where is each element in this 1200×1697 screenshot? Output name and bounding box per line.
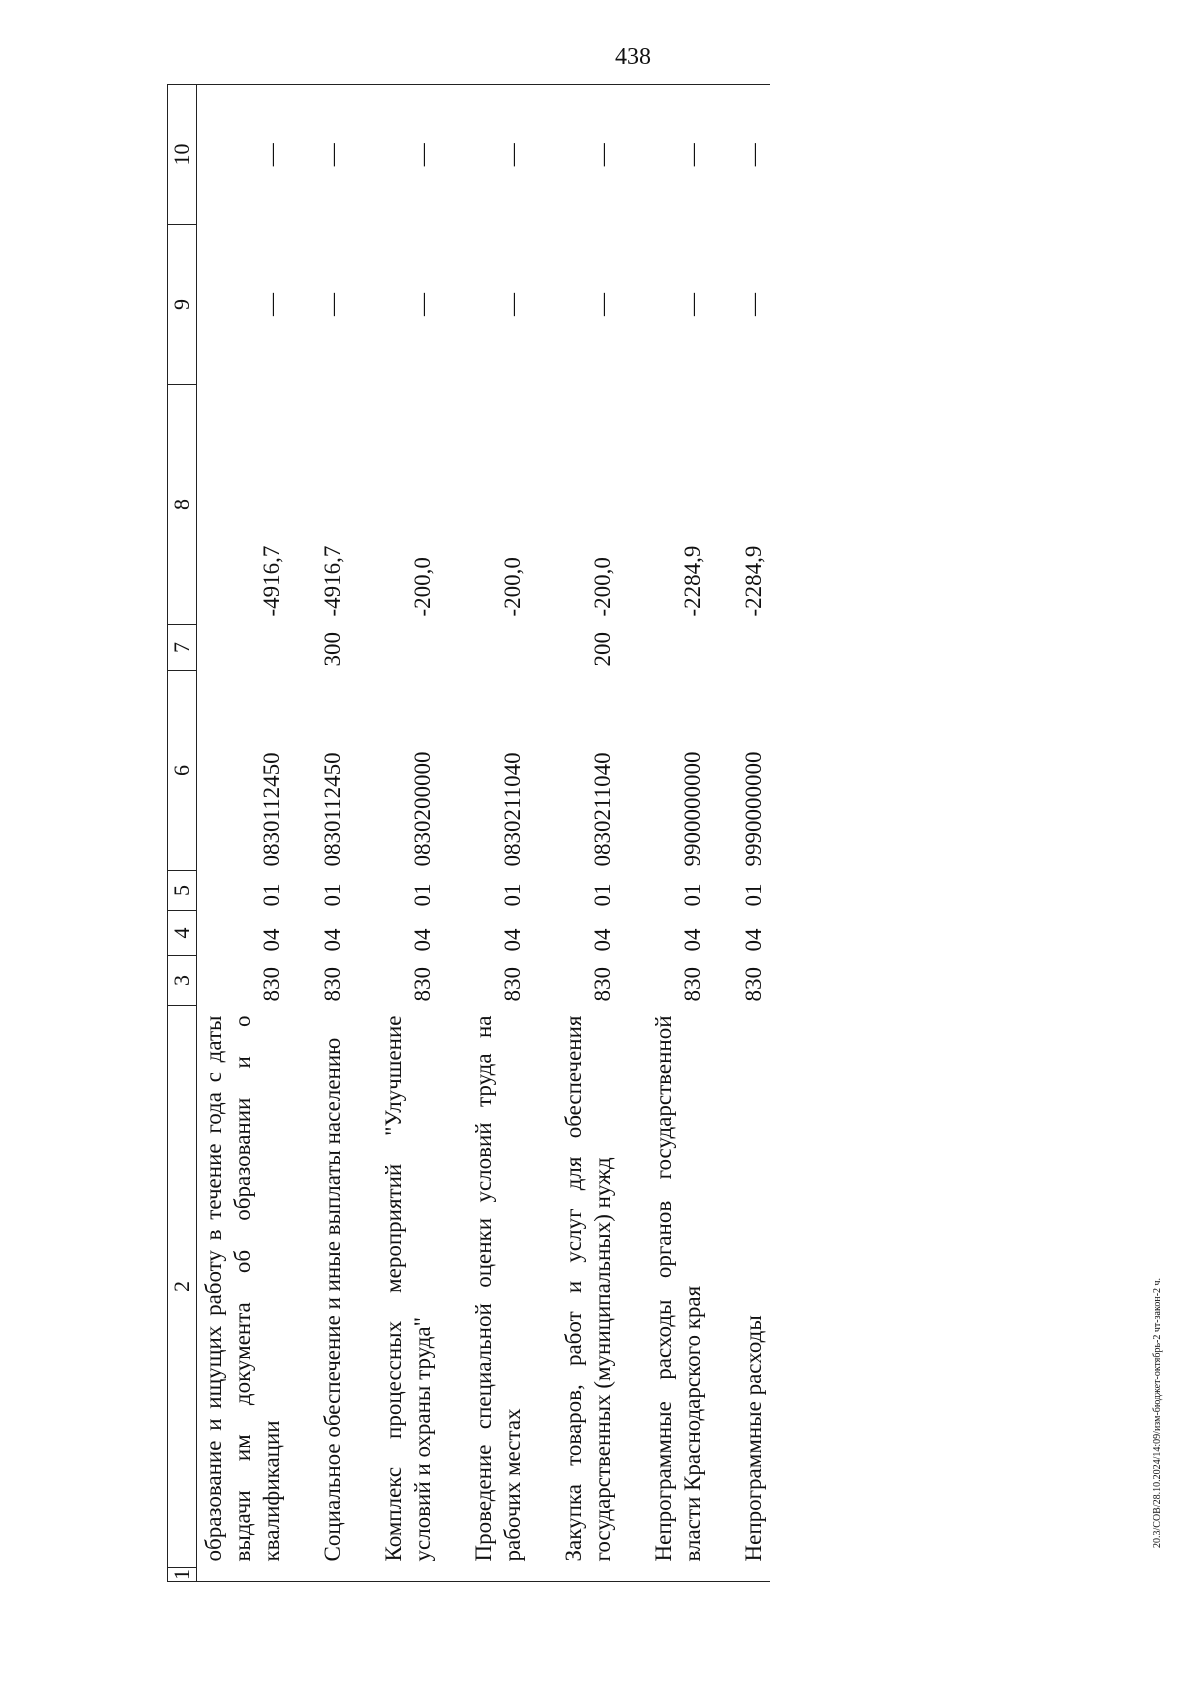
table-header-row bbox=[168, 85, 197, 1582]
row-col-5: 01 bbox=[410, 883, 435, 907]
spacer-cell bbox=[288, 85, 316, 225]
row-spacer bbox=[529, 85, 557, 1582]
row-col-7 bbox=[737, 625, 770, 671]
row-col-1-empty bbox=[377, 1568, 439, 1582]
table-row bbox=[197, 85, 289, 1582]
spacer-cell bbox=[709, 671, 737, 871]
spacer-cell bbox=[709, 385, 737, 625]
row-col-4: 04 bbox=[410, 928, 435, 952]
spacer-cell bbox=[619, 385, 647, 625]
dash-mark: — bbox=[590, 293, 615, 316]
spacer-cell bbox=[529, 385, 557, 625]
dash-mark: — bbox=[320, 293, 345, 316]
spacer-cell bbox=[529, 911, 557, 956]
row-col-7: 300 bbox=[320, 632, 345, 667]
spacer-cell bbox=[349, 911, 377, 956]
row-col-3: 830 bbox=[320, 967, 345, 1002]
dash-mark: — bbox=[500, 293, 525, 316]
row-col-3: 830 bbox=[680, 967, 705, 1002]
spacer-cell bbox=[619, 1006, 647, 1568]
row-col-7: 200 bbox=[590, 632, 615, 667]
spacer-cell bbox=[349, 625, 377, 671]
spacer-cell bbox=[529, 1006, 557, 1568]
table-body bbox=[197, 85, 771, 1582]
header-col-5: 5 bbox=[168, 871, 197, 911]
dash-mark: — bbox=[680, 293, 705, 316]
table-row bbox=[557, 85, 619, 1582]
spacer-cell bbox=[709, 1006, 737, 1568]
row-name: Социальное обеспечение и иные выплаты населению bbox=[320, 1037, 345, 1562]
row-col-9 bbox=[557, 225, 619, 385]
spacer-cell bbox=[619, 911, 647, 956]
row-col-8: -4916,7 bbox=[320, 545, 345, 617]
spacer-cell bbox=[439, 871, 467, 911]
spacer-cell bbox=[349, 671, 377, 871]
row-col-6: 0830112450 bbox=[320, 752, 345, 867]
row-col-10 bbox=[316, 85, 349, 225]
spacer-cell bbox=[709, 911, 737, 956]
row-col-10 bbox=[557, 85, 619, 225]
spacer-cell bbox=[619, 1568, 647, 1582]
spacer-cell bbox=[439, 385, 467, 625]
row-col-9 bbox=[316, 225, 349, 385]
row-name: Комплекс процессных мероприятий "Улучшение условий и охраны труда" bbox=[381, 1015, 435, 1562]
spacer-cell bbox=[619, 625, 647, 671]
dash-mark: — bbox=[680, 143, 705, 167]
spacer-cell bbox=[439, 225, 467, 385]
row-col-6: 0830211040 bbox=[500, 752, 525, 867]
spacer-cell bbox=[288, 1568, 316, 1582]
spacer-cell bbox=[709, 871, 737, 911]
row-col-7 bbox=[377, 625, 439, 671]
header-col-8: 8 bbox=[168, 385, 197, 625]
spacer-cell bbox=[439, 625, 467, 671]
row-col-8: -200,0 bbox=[500, 557, 525, 617]
spacer-cell bbox=[349, 871, 377, 911]
spacer-cell bbox=[349, 1006, 377, 1568]
row-col-10 bbox=[377, 85, 439, 225]
header-col-1: 1 bbox=[168, 1568, 197, 1582]
row-col-5: 01 bbox=[590, 883, 615, 907]
spacer-cell bbox=[709, 956, 737, 1006]
row-name: Закупка товаров, работ и услуг для обеспечения государственных (муниципальных) нужд bbox=[561, 1015, 615, 1562]
spacer-cell bbox=[529, 1568, 557, 1582]
row-col-4: 04 bbox=[500, 928, 525, 952]
dash-mark: — bbox=[410, 293, 435, 316]
header-col-2: 2 bbox=[168, 1006, 197, 1568]
row-col-9 bbox=[467, 225, 529, 385]
page-number: 438 bbox=[615, 44, 651, 70]
table-row bbox=[467, 85, 529, 1582]
spacer-cell bbox=[288, 911, 316, 956]
row-col-4: 04 bbox=[680, 928, 705, 952]
header-col-4: 4 bbox=[168, 911, 197, 956]
spacer-cell bbox=[619, 871, 647, 911]
row-spacer bbox=[439, 85, 467, 1582]
budget-table bbox=[167, 84, 770, 1582]
spacer-cell bbox=[529, 85, 557, 225]
row-spacer bbox=[709, 85, 737, 1582]
spacer-cell bbox=[288, 871, 316, 911]
row-name: Проведение специальной оценки условий труда на рабочих местах bbox=[471, 1015, 525, 1562]
spacer-cell bbox=[288, 1006, 316, 1568]
row-col-1-empty bbox=[737, 1568, 770, 1582]
row-spacer bbox=[619, 85, 647, 1582]
row-col-3: 830 bbox=[500, 967, 525, 1002]
spacer-cell bbox=[288, 671, 316, 871]
row-col-9 bbox=[737, 225, 770, 385]
row-col-3: 830 bbox=[259, 967, 284, 1002]
dash-mark: — bbox=[741, 143, 766, 167]
rotated-page-content bbox=[167, 2, 947, 1582]
spacer-cell bbox=[349, 956, 377, 1006]
spacer-cell bbox=[349, 225, 377, 385]
row-col-10 bbox=[737, 85, 770, 225]
row-col-4: 04 bbox=[590, 928, 615, 952]
row-col-5: 01 bbox=[500, 883, 525, 907]
row-col-10 bbox=[647, 85, 709, 225]
row-col-9 bbox=[377, 225, 439, 385]
row-name: образование и ищущих работу в течение года с даты выдачи им документа об образовании и о квалификации bbox=[201, 1015, 284, 1562]
spacer-cell bbox=[349, 385, 377, 625]
dash-mark: — bbox=[320, 143, 345, 167]
dash-mark: — bbox=[500, 143, 525, 167]
spacer-cell bbox=[439, 1006, 467, 1568]
table-row bbox=[377, 85, 439, 1582]
row-col-4: 04 bbox=[259, 928, 284, 952]
row-col-6: 0830112450 bbox=[259, 752, 284, 867]
spacer-cell bbox=[439, 1568, 467, 1582]
row-spacer bbox=[349, 85, 377, 1582]
dash-mark: — bbox=[259, 293, 284, 316]
spacer-cell bbox=[439, 85, 467, 225]
spacer-cell bbox=[439, 671, 467, 871]
row-col-5: 01 bbox=[680, 883, 705, 907]
row-col-1-empty bbox=[557, 1568, 619, 1582]
row-col-10 bbox=[467, 85, 529, 225]
dash-mark: — bbox=[741, 293, 766, 316]
spacer-cell bbox=[288, 625, 316, 671]
spacer-cell bbox=[709, 1568, 737, 1582]
row-col-7 bbox=[647, 625, 709, 671]
spacer-cell bbox=[439, 956, 467, 1006]
spacer-cell bbox=[619, 671, 647, 871]
dash-mark: — bbox=[410, 143, 435, 167]
row-col-1-empty bbox=[316, 1568, 349, 1582]
row-col-5: 01 bbox=[259, 883, 284, 907]
footer-document-code: 20.3/СОВ/28.10.2024/14:09/изм-бюджет-октябрь-2 чт-закон-2 ч. bbox=[1152, 1277, 1163, 1548]
spacer-cell bbox=[619, 225, 647, 385]
row-col-6: 9990000000 bbox=[741, 751, 766, 867]
row-col-6: 0830200000 bbox=[410, 751, 435, 867]
row-col-5: 01 bbox=[320, 883, 345, 907]
row-col-3: 830 bbox=[410, 967, 435, 1002]
row-spacer bbox=[288, 85, 316, 1582]
spacer-cell bbox=[529, 225, 557, 385]
header-col-9: 9 bbox=[168, 225, 197, 385]
header-col-10: 10 bbox=[168, 85, 197, 225]
table-row bbox=[316, 85, 349, 1582]
table-row bbox=[647, 85, 709, 1582]
spacer-cell bbox=[288, 385, 316, 625]
spacer-cell bbox=[529, 956, 557, 1006]
spacer-cell bbox=[349, 85, 377, 225]
header-col-6: 6 bbox=[168, 671, 197, 871]
row-col-8: -4916,7 bbox=[259, 545, 284, 617]
header-col-7: 7 bbox=[168, 625, 197, 671]
spacer-cell bbox=[439, 911, 467, 956]
row-col-4: 04 bbox=[741, 928, 766, 952]
row-col-1-empty bbox=[197, 1568, 289, 1582]
row-col-10 bbox=[197, 85, 289, 225]
spacer-cell bbox=[529, 625, 557, 671]
row-col-3: 830 bbox=[590, 967, 615, 1002]
spacer-cell bbox=[709, 225, 737, 385]
row-col-8: -2284,9 bbox=[741, 545, 766, 617]
row-col-8: -2284,9 bbox=[680, 545, 705, 617]
row-name: Непрограммные расходы органов государственной власти Краснодарского края bbox=[651, 1015, 705, 1562]
spacer-cell bbox=[529, 871, 557, 911]
spacer-cell bbox=[619, 956, 647, 1006]
row-col-3: 830 bbox=[741, 967, 766, 1002]
row-col-7 bbox=[197, 625, 289, 671]
spacer-cell bbox=[349, 1568, 377, 1582]
header-col-3: 3 bbox=[168, 956, 197, 1006]
row-col-1-empty bbox=[647, 1568, 709, 1582]
row-col-9 bbox=[647, 225, 709, 385]
row-col-4: 04 bbox=[320, 928, 345, 952]
spacer-cell bbox=[288, 225, 316, 385]
spacer-cell bbox=[529, 671, 557, 871]
row-col-6: 9900000000 bbox=[680, 751, 705, 867]
row-col-7 bbox=[467, 625, 529, 671]
spacer-cell bbox=[619, 85, 647, 225]
row-col-8: -200,0 bbox=[590, 557, 615, 617]
dash-mark: — bbox=[259, 143, 284, 167]
row-col-1-empty bbox=[467, 1568, 529, 1582]
row-col-9 bbox=[197, 225, 289, 385]
table-row bbox=[737, 85, 770, 1582]
row-col-6: 0830211040 bbox=[590, 752, 615, 867]
spacer-cell bbox=[288, 956, 316, 1006]
row-col-8: -200,0 bbox=[410, 557, 435, 617]
row-name: Непрограммные расходы bbox=[741, 1315, 766, 1562]
spacer-cell bbox=[709, 85, 737, 225]
row-col-5: 01 bbox=[741, 883, 766, 907]
dash-mark: — bbox=[590, 143, 615, 167]
spacer-cell bbox=[709, 625, 737, 671]
